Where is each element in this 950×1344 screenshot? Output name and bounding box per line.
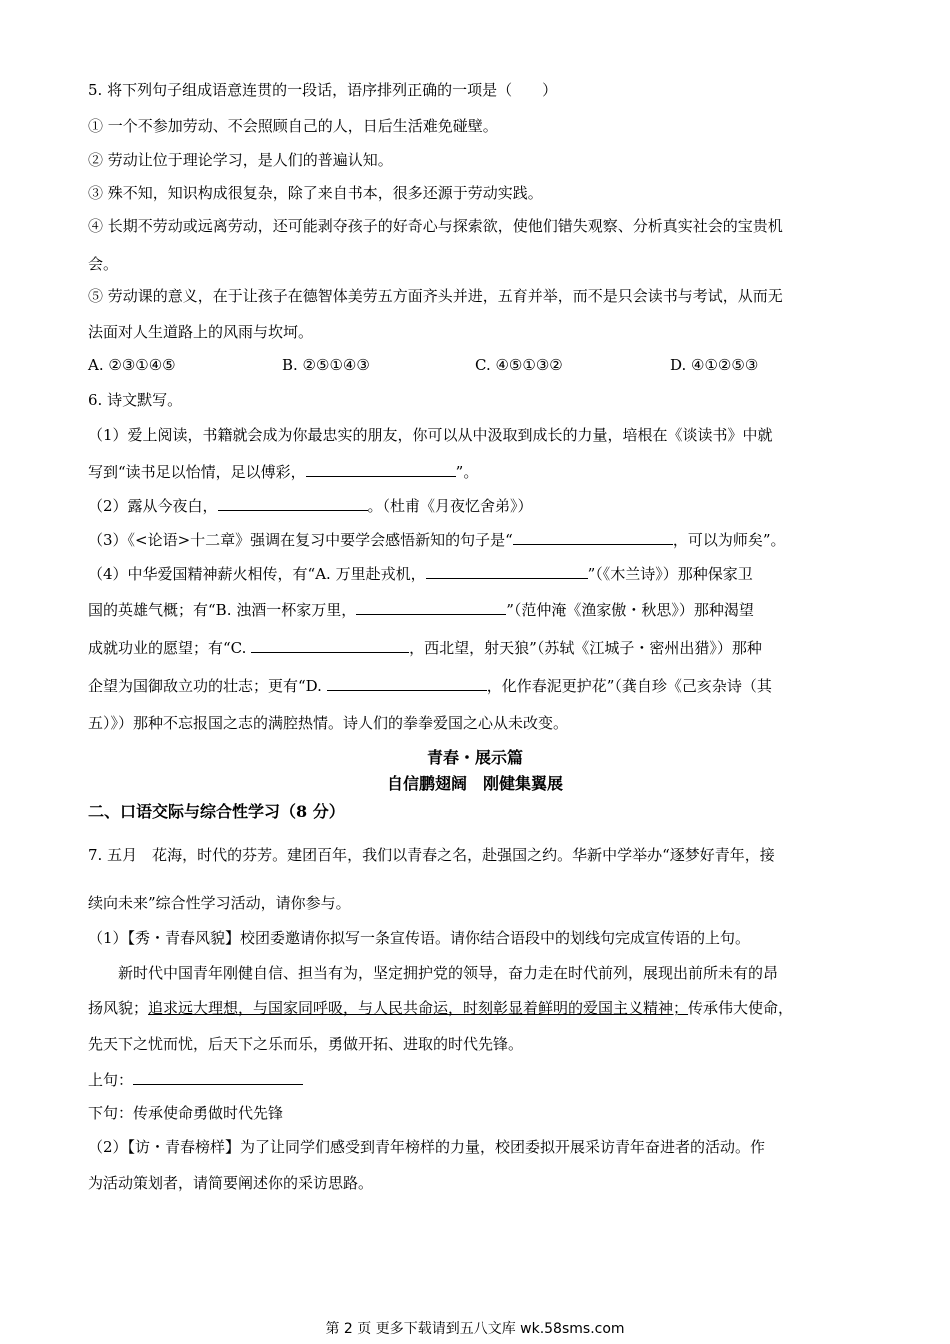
- q7-lower-line: 下句：传承使命勇做时代先锋: [88, 1104, 284, 1122]
- q6-part3-text-end: ，可以为师矣”。: [672, 531, 786, 549]
- q6-part4-line5: 五）》）那种不忘报国之志的满腔热情。诗人们的拳拳爱国之心从未改变。: [88, 714, 569, 732]
- q5-option-b: B. ②⑤①④③: [282, 356, 370, 374]
- page-footer: 第 2 页 更多下载请到五八文库 wk.58sms.com: [325, 1321, 625, 1337]
- q7-part1: （1）【秀・青春风貌】校团委邀请你拟写一条宣传语。请你结合语段中的划线句完成宣传语的上句。: [88, 929, 751, 947]
- q6-part1-line2: [88, 462, 862, 482]
- answer-blank[interactable]: [218, 496, 368, 511]
- q6-part2-text-end: 。（杜甫《月夜忆舍弟》）: [367, 497, 533, 515]
- q6-part4-text: 成就功业的愿望；有“C.: [88, 639, 252, 657]
- answer-blank[interactable]: [306, 462, 456, 477]
- q5-sentence-4a: ④ 长期不劳动或远离劳动，还可能剥夺孩子的好奇心与探索欲，使他们错失观察、分析真实社会的宝贵机: [88, 217, 783, 235]
- q5-sentence-2: ② 劳动让位于理论学习，是人们的普遍认知。: [88, 151, 393, 169]
- q5-stem: 5. 将下列句子组成语意连贯的一段话，语序排列正确的一项是（ ）: [88, 81, 558, 99]
- q5-sentence-3: ③ 殊不知，知识构成很复杂，除了来自书本，很多还源于劳动实践。: [88, 184, 543, 202]
- q6-part4-text: 企望为国御敌立功的壮志；更有“D.: [88, 677, 327, 695]
- q5-option-a: A. ②③①④⑤: [88, 356, 176, 374]
- upper-label: 上句：: [88, 1071, 134, 1089]
- q5-option-d: D. ④①②⑤③: [670, 356, 759, 374]
- q7-passage-text-end: 传承伟大使命，: [688, 999, 794, 1017]
- q6-part4-line4: [88, 676, 862, 696]
- q5-sentence-5a: ⑤ 劳动课的意义，在于让孩子在德智体美劳五方面齐头并进，五育并举，而不是只会读书与考试，从而无: [88, 287, 783, 305]
- q6-part3-text: （3）《<论语>十二章》强调在复习中要学会感悟新知的句子是“: [88, 531, 513, 549]
- section-subtitle: 自信鹏翅阔 刚健集翼展: [386, 774, 563, 793]
- q6-part4-text: 国的英雄气概；有“B. 浊酒一杯家万里，: [88, 601, 357, 619]
- q6-part1-line1: （1）爱上阅读，书籍就会成为你最忠实的朋友，你可以从中汲取到成长的力量，培根在《谈读书》中就: [88, 426, 773, 444]
- q7-passage-line3: 先天下之忧而忧，后天下之乐而乐，勇做开拓、进取的时代先锋。: [88, 1035, 524, 1053]
- q6-stem: 6. 诗文默写。: [88, 391, 183, 409]
- q6-part4-text: （4）中华爱国精神薪火相传，有“A. 万里赴戎机，: [88, 565, 426, 583]
- answer-blank[interactable]: [356, 600, 506, 615]
- q7-passage-line2: [88, 998, 862, 1018]
- q6-part4-text-end: ，西北望，射天狼”（苏轼《江城子・密州出猎》）那种: [409, 639, 762, 657]
- q6-part4-line2: [88, 600, 862, 620]
- section-heading: 二、口语交际与综合性学习（8 分）: [88, 802, 345, 821]
- q6-part1-text: 写到“读书足以怡情，足以傅彩，: [88, 463, 306, 481]
- q7-part2-line1: （2）【访・青春榜样】为了让同学们感受到青年榜样的力量，校团委拟开展采访青年奋进者的活动。作: [88, 1138, 766, 1156]
- q6-part4-text-end: ”（范仲淹《渔家傲・秋思》）那种渴望: [506, 601, 754, 619]
- underlined-sentence: 追求远大理想，与国家同呼吸，与人民共命运，时刻彰显着鲜明的爱国主义精神；: [148, 999, 689, 1017]
- q6-part4-text-end: ”（《木兰诗》）那种保家卫: [587, 565, 753, 583]
- q6-part4-text-end: ，化作春泥更护花”（龚自珍《己亥杂诗（其: [486, 677, 772, 695]
- q6-part4-line1: [88, 564, 862, 584]
- q6-part1-text-end: ”。: [455, 463, 479, 481]
- answer-blank[interactable]: [426, 564, 588, 579]
- q7-stem-line1: 7. 五月 花海，时代的芬芳。建团百年，我们以青春之名，赴强国之约。华新中学举办“逐梦好青年，接: [88, 846, 775, 864]
- answer-blank[interactable]: [513, 530, 673, 545]
- q6-part4-line3: [88, 638, 862, 658]
- q7-passage-line1: 新时代中国青年刚健自信、担当有为，坚定拥护党的领导，奋力走在时代前列，展现出前所未有的昂: [118, 964, 779, 982]
- q7-stem-line2: 续向未来”综合性学习活动，请你参与。: [88, 894, 351, 912]
- q7-upper-line: [88, 1070, 862, 1090]
- q7-part2-line2: 为活动策划者，请简要阐述你的采访思路。: [88, 1174, 374, 1192]
- answer-blank[interactable]: [251, 638, 409, 653]
- q6-part2-text: （2）露从今夜白，: [88, 497, 218, 515]
- section-title: 青春・展示篇: [426, 748, 523, 767]
- q5-sentence-5b: 法面对人生道路上的风雨与坎坷。: [88, 323, 314, 341]
- q6-part3: [88, 530, 862, 550]
- answer-blank[interactable]: [133, 1070, 303, 1085]
- q5-sentence-1: ① 一个不参加劳动、不会照顾自己的人，日后生活难免碰壁。: [88, 117, 498, 135]
- answer-blank[interactable]: [327, 676, 487, 691]
- q5-sentence-4b: 会。: [88, 255, 119, 273]
- q7-passage-text: 扬风貌；: [88, 999, 149, 1017]
- q5-option-c: C. ④⑤①③②: [475, 356, 563, 374]
- q6-part2: [88, 496, 862, 516]
